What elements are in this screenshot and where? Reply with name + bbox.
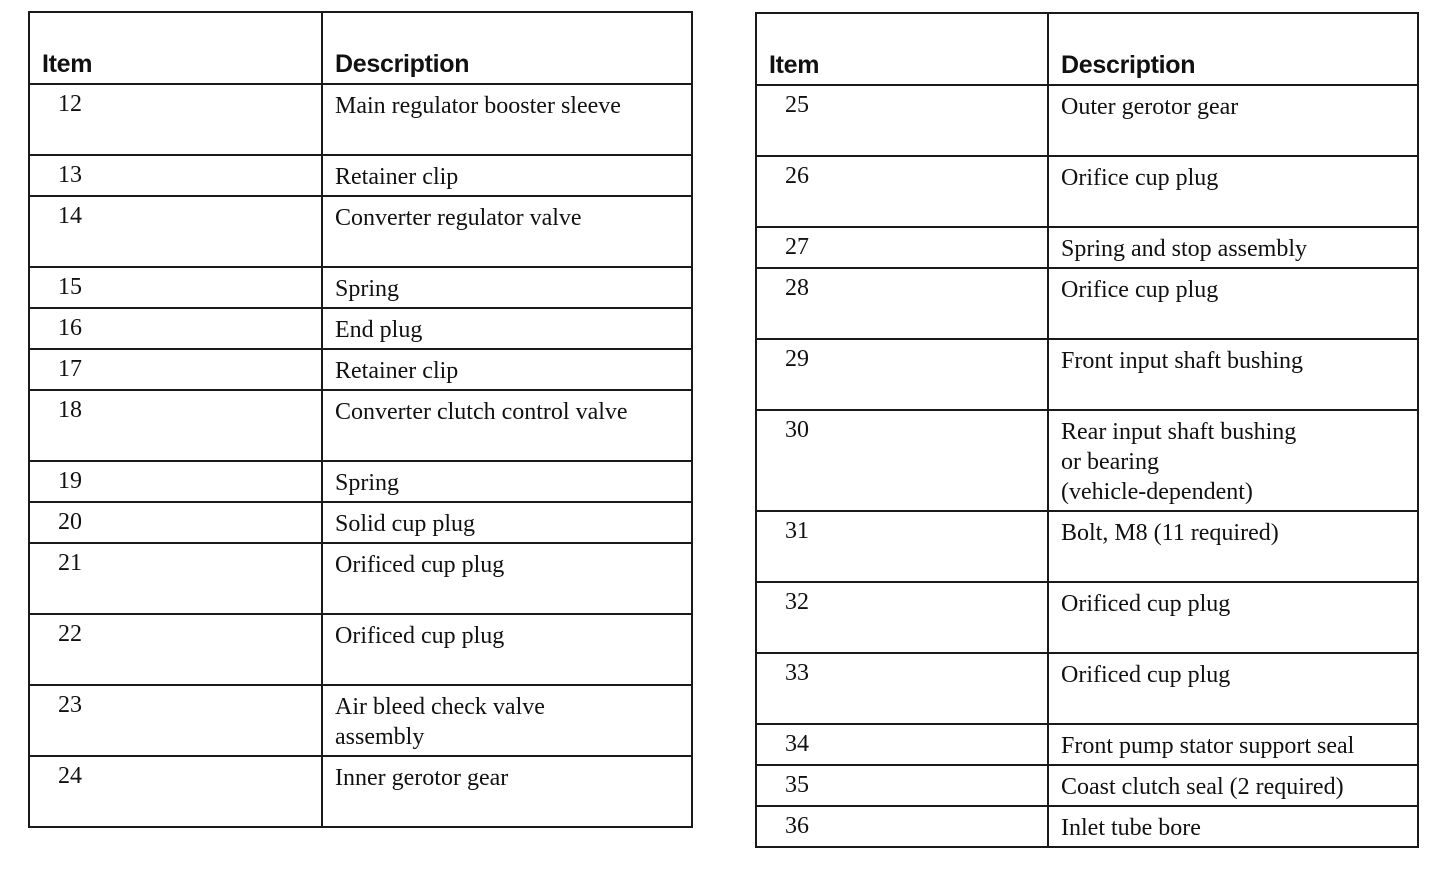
table-row — [29, 543, 692, 614]
table-row — [29, 502, 692, 543]
item-number-cell: 12 — [29, 84, 322, 155]
description-column-header: Description — [1048, 13, 1418, 85]
table-row — [756, 227, 1418, 268]
item-number-cell: 34 — [756, 724, 1048, 765]
item-number-cell: 31 — [756, 511, 1048, 582]
item-description-cell: Bolt, M8 (11 required) — [1048, 511, 1418, 582]
table-row — [756, 511, 1418, 582]
item-description-cell: Rear input shaft bushing or bearing (vehicle-dependent) — [1048, 410, 1418, 511]
item-number-cell: 30 — [756, 410, 1048, 511]
table-row — [29, 756, 692, 827]
table-row — [756, 85, 1418, 156]
table-row — [29, 267, 692, 308]
item-description-cell: Spring — [322, 267, 692, 308]
item-description-cell: Spring and stop assembly — [1048, 227, 1418, 268]
table-row — [29, 349, 692, 390]
table-row — [756, 268, 1418, 339]
item-description-cell: Orificed cup plug — [1048, 582, 1418, 653]
table-row — [29, 308, 692, 349]
item-description-cell: Outer gerotor gear — [1048, 85, 1418, 156]
table-row — [756, 156, 1418, 227]
item-column-header: Item — [29, 12, 322, 84]
table-row — [756, 724, 1418, 765]
item-number-cell: 35 — [756, 765, 1048, 806]
parts-table-left — [28, 11, 693, 828]
item-description-cell: Inlet tube bore — [1048, 806, 1418, 847]
item-number-cell: 22 — [29, 614, 322, 685]
item-description-cell: Spring — [322, 461, 692, 502]
description-column-header: Description — [322, 12, 692, 84]
item-number-cell: 14 — [29, 196, 322, 267]
item-description-cell: Orificed cup plug — [1048, 653, 1418, 724]
item-description-cell: Orifice cup plug — [1048, 156, 1418, 227]
item-number-cell: 29 — [756, 339, 1048, 410]
item-column-header: Item — [756, 13, 1048, 85]
table-row — [29, 390, 692, 461]
item-number-cell: 28 — [756, 268, 1048, 339]
table-row — [29, 155, 692, 196]
item-description-cell: Converter clutch control valve — [322, 390, 692, 461]
table-row — [29, 84, 692, 155]
item-number-cell: 21 — [29, 543, 322, 614]
item-number-cell: 26 — [756, 156, 1048, 227]
table-row — [29, 614, 692, 685]
item-number-cell: 33 — [756, 653, 1048, 724]
item-description-cell: Coast clutch seal (2 required) — [1048, 765, 1418, 806]
item-description-cell: Orificed cup plug — [322, 543, 692, 614]
item-description-cell: Air bleed check valve assembly — [322, 685, 692, 756]
item-number-cell: 25 — [756, 85, 1048, 156]
table-header-row — [29, 12, 692, 84]
table-row — [756, 806, 1418, 847]
item-description-cell: Orifice cup plug — [1048, 268, 1418, 339]
item-number-cell: 17 — [29, 349, 322, 390]
table-header-row — [756, 13, 1418, 85]
item-number-cell: 16 — [29, 308, 322, 349]
item-description-cell: Inner gerotor gear — [322, 756, 692, 827]
item-number-cell: 15 — [29, 267, 322, 308]
item-description-cell: Orificed cup plug — [322, 614, 692, 685]
table-row — [756, 653, 1418, 724]
item-number-cell: 32 — [756, 582, 1048, 653]
table-row — [29, 461, 692, 502]
item-number-cell: 13 — [29, 155, 322, 196]
item-number-cell: 24 — [29, 756, 322, 827]
item-number-cell: 19 — [29, 461, 322, 502]
item-description-cell: Front input shaft bushing — [1048, 339, 1418, 410]
item-description-cell: Converter regulator valve — [322, 196, 692, 267]
table-row — [756, 410, 1418, 511]
table-row — [29, 685, 692, 756]
item-number-cell: 20 — [29, 502, 322, 543]
item-description-cell: Front pump stator support seal — [1048, 724, 1418, 765]
item-number-cell: 23 — [29, 685, 322, 756]
parts-table-right — [755, 12, 1419, 848]
item-number-cell: 36 — [756, 806, 1048, 847]
item-number-cell: 18 — [29, 390, 322, 461]
item-description-cell: Retainer clip — [322, 155, 692, 196]
item-description-cell: Main regulator booster sleeve — [322, 84, 692, 155]
table-row — [29, 196, 692, 267]
table-row — [756, 765, 1418, 806]
item-description-cell: End plug — [322, 308, 692, 349]
item-description-cell: Solid cup plug — [322, 502, 692, 543]
table-row — [756, 339, 1418, 410]
item-description-cell: Retainer clip — [322, 349, 692, 390]
table-row — [756, 582, 1418, 653]
item-number-cell: 27 — [756, 227, 1048, 268]
